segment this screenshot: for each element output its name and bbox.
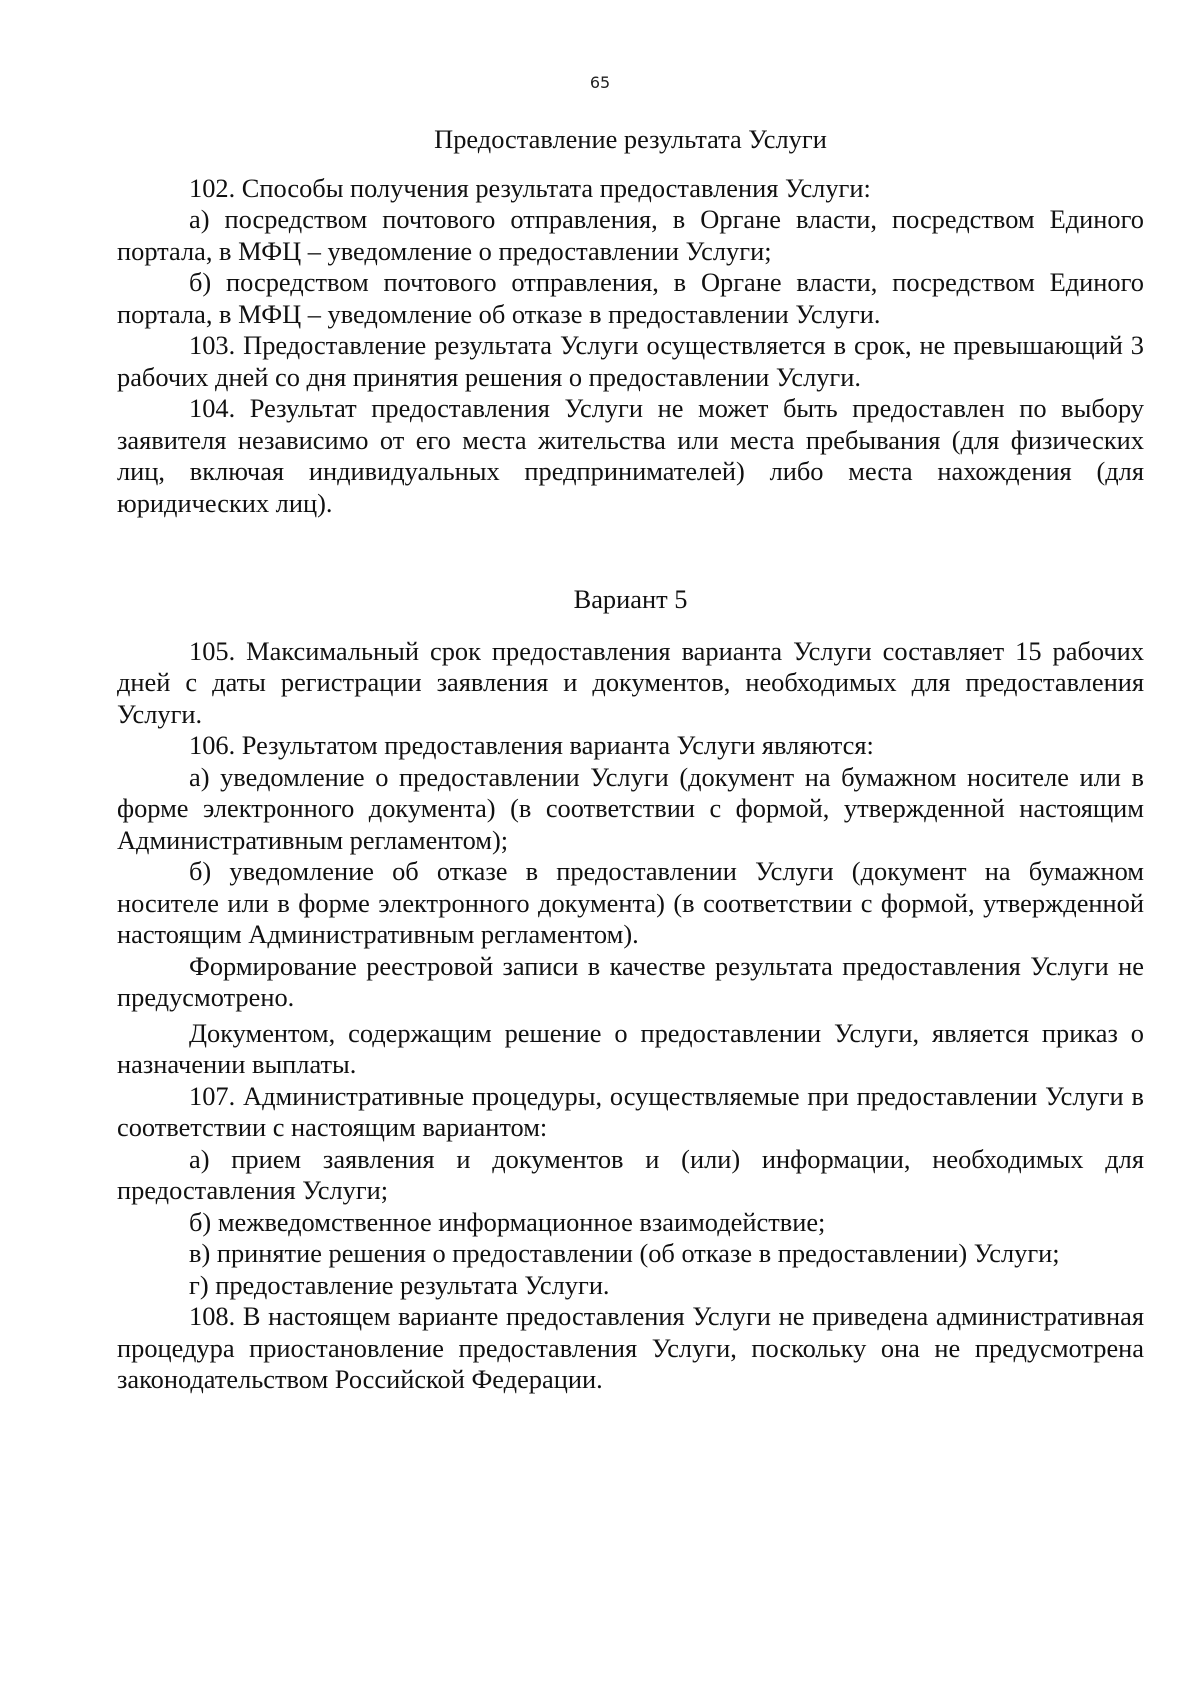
paragraph-registry-record: Формирование реестровой записи в качестве результата предоставления Услуги не предусмотрено. [117,950,1144,1012]
paragraph-107: 107. Административные процедуры, осуществляемые при предоставлении Услуги в соответствии с настоящим вариантом: [117,1080,1144,1142]
paragraph-107-a: а) прием заявления и документов и (или) информации, необходимых для предоставления Услуги; [117,1143,1144,1205]
page-number: 65 [589,73,611,92]
paragraph-102: 102. Способы получения результата предоставления Услуги: [189,172,871,203]
paragraph-107-c: в) принятие решения о предоставлении (об отказе в предоставлении) Услуги; [189,1238,1060,1268]
paragraph-104: 104. Результат предоставления Услуги не может быть предоставлен по выбору заявителя независимо от его места жительства или места пребывания (для физических лиц, включая индивидуальных предпринимателей) либо места нахождения (для юридических лиц). [117,393,1144,518]
paragraph-102-a: а) посредством почтового отправления, в Органе власти, посредством Единого портала, в МФЦ – уведомление о предоставлении Услуги; [117,204,1144,266]
paragraph-105: 105. Максимальный срок предоставления варианта Услуги составляет 15 рабочих дней с даты регистрации заявления и документов, необходимых для предоставления Услуги. [117,635,1144,729]
paragraph-106-b: б) уведомление об отказе в предоставлении Услуги (документ на бумажном носителе или в форме электронного документа) (в соответствии с формой, утвержденной настоящим Административным регламентом). [117,856,1144,949]
paragraph-107-d: г) предоставление результата Услуги. [189,1269,610,1300]
paragraph-108: 108. В настоящем варианте предоставления Услуги не приведена административная процедура приостановление предоставления Услуги, поскольку она не предусмотрена законодательством Российской Федерации. [117,1301,1144,1394]
section-heading-result: Предоставление результата Услуги [434,124,827,154]
paragraph-107-b: б) межведомственное информационное взаимодействие; [189,1206,826,1237]
paragraph-102-b: б) посредством почтового отправления, в Органе власти, посредством Единого портала, в МФЦ – уведомление об отказе в предоставлении Услуги. [117,267,1144,329]
section-heading-variant-5: Вариант 5 [573,584,688,614]
paragraph-103: 103. Предоставление результата Услуги осуществляется в срок, не превышающий 3 рабочих дней со дня принятия решения о предоставлении Услуги. [117,330,1144,392]
paragraph-106: 106. Результатом предоставления варианта Услуги являются: [189,730,874,760]
paragraph-106-a: а) уведомление о предоставлении Услуги (документ на бумажном носителе или в форме электронного документа) (в соответствии с формой, утвержденной настоящим Административным регламентом); [117,761,1144,855]
document-body [117,124,1144,1396]
paragraph-decision-document: Документом, содержащим решение о предоставлении Услуги, является приказ о назначении выплаты. [117,1017,1144,1079]
